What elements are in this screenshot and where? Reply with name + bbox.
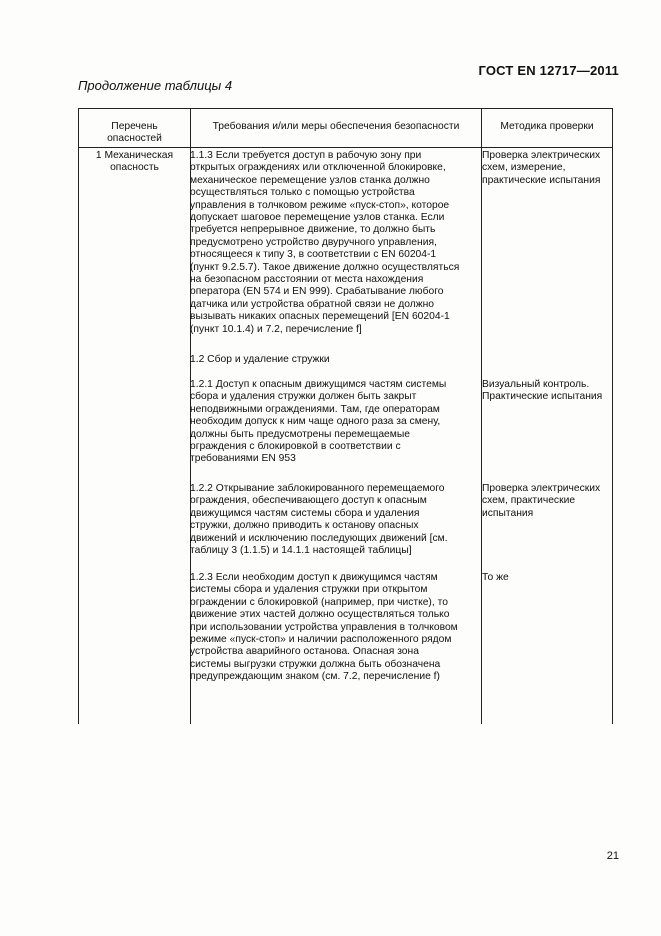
requirement-1-2-1: 1.2.1 Доступ к опасным движущимся частям системы сбора и удаления стружки должен быть закрыт неподвижными ограждениями. Там, где операторам необходим допуск к ним чаще одного раза за смену, должны быть предусмотрены перемещаемые ограждения с блокировкой в соответствии с требованиями EN 953 bbox=[190, 379, 447, 465]
table-header-divider bbox=[78, 147, 613, 148]
column-header-methods: Методика проверки bbox=[500, 121, 594, 132]
requirement-1-2: 1.2 Сбор и удаление стружки bbox=[190, 354, 330, 365]
column-header-hazards: Перечень опасностей bbox=[107, 121, 162, 145]
requirement-1-2-3: 1.2.3 Если необходим доступ к движущимся частям системы сбора и удаления стружки при открытом ограждении с блокировкой (например, при чистке), то движение этих частей должно осуществляться только при использовании устройства управления в толчковом режиме «пуск-стоп» и наличии расположенного рядом устройства аварийного останова. Опасная зона системы выгрузки стружки должна быть обозначена предупреждающим знаком (см. 7.2, перечисление f) bbox=[190, 572, 458, 683]
page-number: 21 bbox=[606, 850, 619, 862]
requirement-1-1-3: 1.1.3 Если требуется доступ в рабочую зону при открытых ограждениях или отключенной блокировке, механическое перемещение узлов станка должно осуществляться только с помощью устройства управления в толчковом режиме «пуск-стоп», которое допускает шаговое перемещение узлов станка. Если требуется непрерывное движение, то должно быть предусмотрено устройство двуручного управления, относящееся к типу 3, в соответствии с EN 60204-1 (пункт 9.2.5.7). Такое движение должно осуществляться на безопасном расстоянии от места нахождения оператора (EN 574 и EN 999). Срабатывание любого датчика или устройства обратной связи не должно вызывать никаких опасных перемещений [EN 60204-1 (пункт 10.1.4) и 7.2, перечисление f] bbox=[190, 150, 460, 335]
document-standard-header: ГОСТ EN 12717—2011 bbox=[478, 63, 619, 78]
method-1-2-2: Проверка электрических схем, практические испытания bbox=[482, 483, 601, 519]
method-1-1-3: Проверка электрических схем, измерение, практические испытания bbox=[482, 150, 601, 186]
table-right-border bbox=[612, 108, 613, 724]
hazard-cell: 1 Механическая опасность bbox=[95, 150, 174, 174]
table-left-border bbox=[78, 108, 79, 724]
method-1-2-1: Визуальный контроль. Практические испытания bbox=[482, 379, 603, 403]
method-1-2-3: То же bbox=[482, 572, 509, 583]
column-header-requirements: Требования и/или меры обеспечения безопасности bbox=[212, 121, 460, 132]
table-top-border bbox=[78, 108, 613, 109]
table-caption: Продолжение таблицы 4 bbox=[78, 78, 233, 93]
requirement-1-2-2: 1.2.2 Открывание заблокированного перемещаемого ограждения, обеспечивающего доступ к опасным движущимся частям системы сбора и удаления стружки, должно приводить к останову опасных движений и исключению последующих движений [см. таблицу 3 (1.1.5) и 14.1.1 настоящей таблицы] bbox=[190, 483, 448, 557]
